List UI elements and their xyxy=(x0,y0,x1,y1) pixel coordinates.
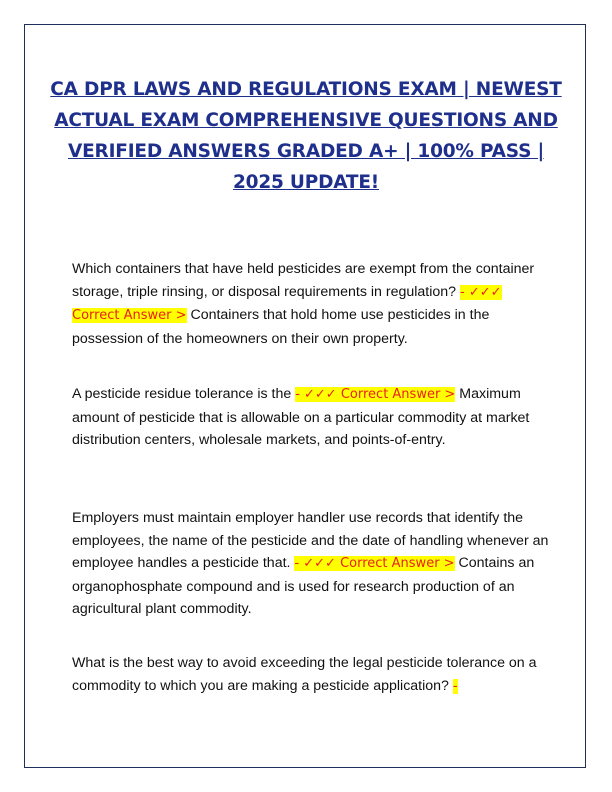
question-text: What is the best way to avoid exceeding the legal pesticide tolerance on a commodity to which you are making a pesticide application? xyxy=(72,655,537,694)
qa-item-1 xyxy=(72,258,550,350)
question-text: Which containers that have held pesticides are exempt from the container storage, triple rinsing, or disposal requirements in regulation? xyxy=(72,261,535,300)
qa-item-2 xyxy=(72,383,550,452)
question-text: A pesticide residue tolerance is the xyxy=(72,386,292,402)
document-title: CA DPR LAWS AND REGULATIONS EXAM | NEWEST ACTUAL EXAM COMPREHENSIVE QUESTIONS AND VERIFIED ANSWERS GRADED A+ | 100% PASS | 2025 UPDATE! xyxy=(50,79,562,193)
question-text: Employers must maintain employer handler use records that identify the employees, the name of the pesticide and the date of handling whenever an employee handles a pesticide that. xyxy=(72,510,549,571)
qa-item-4 xyxy=(72,652,550,698)
correct-answer-marker: - ✓✓✓ Correct Answer > xyxy=(294,556,455,571)
correct-answer-marker-partial: - xyxy=(452,678,458,694)
answer-text: Contains an organophosphate compound and is used for research production of an agricultural plant commodity. xyxy=(72,555,535,617)
answer-text: Containers that hold home use pesticides in the possession of the homeowners on their own property. xyxy=(72,307,490,347)
answer-text: Maximum amount of pesticide that is allowable on a particular commodity at market distribution centers, wholesale markets, and points-of-entry. xyxy=(72,386,530,448)
correct-answer-marker: - ✓✓✓ Correct Answer > xyxy=(295,387,456,402)
correct-answer-marker: - ✓✓✓ Correct Answer > xyxy=(72,284,502,323)
qa-item-3 xyxy=(72,507,550,621)
